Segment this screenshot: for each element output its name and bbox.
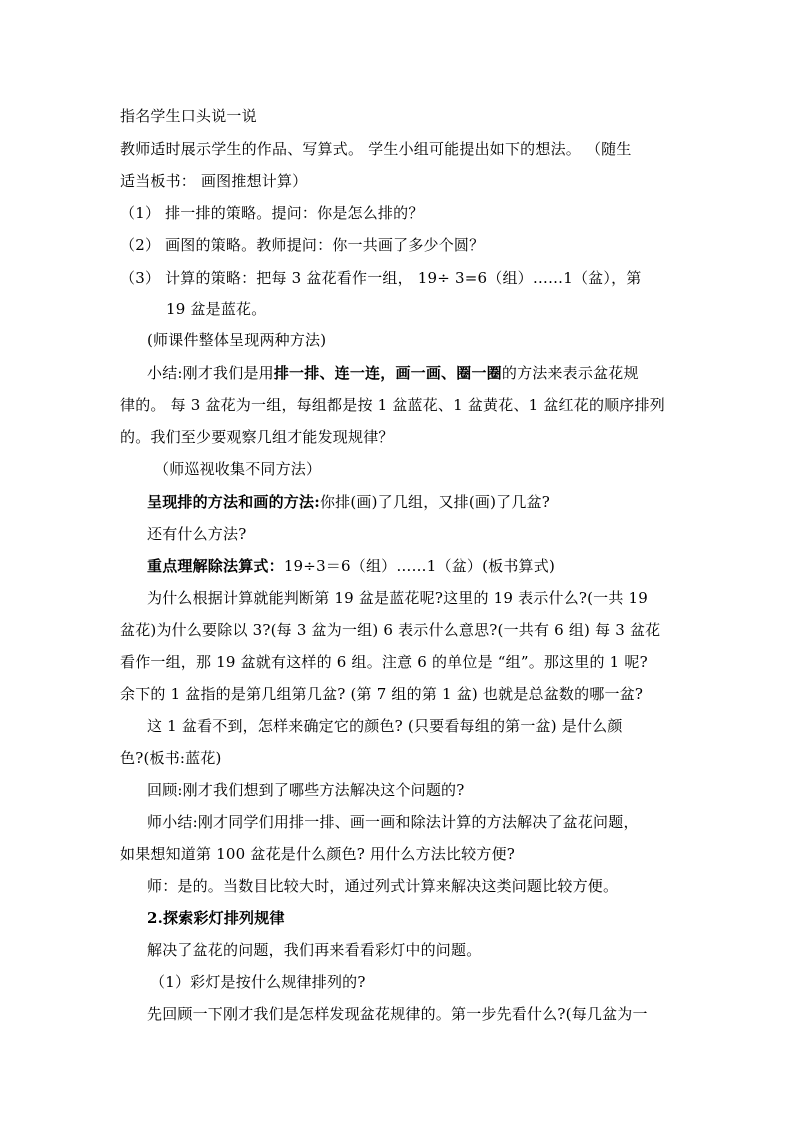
text-line-2: 教师适时展示学生的作品、写算式。 学生小组可能提出如下的想法。 （随生 [120,140,632,158]
teacher-conclusion: 师：是的。当数目比较大时，通过列式计算来解决这类问题比较方便。 [147,877,619,895]
summary-paragraph-line-1 [147,361,639,385]
present-methods-line [147,490,550,514]
strategy-item-1: （1） 排一排的策略。提问：你是怎么排的？ [120,204,424,222]
text-line-1: 指名学生口头说一说 [120,107,257,125]
strategy-item-3: （3） 计算的策略：把每 3 盆花看作一组， 19÷ 3=6（组）……1（盆），第 [120,269,642,287]
section-heading-lantern: 2.探索彩灯排列规律 [147,909,285,927]
summary-label: 小结:刚才我们是用 [147,364,274,382]
lantern-review-line: 先回顾一下刚才我们是怎样发现盆花规律的。第一步先看什么?(每几盆为一 [147,1005,648,1023]
explanation-line-3: 看作一组，那 19 盆就有这样的 6 组。注意 6 的单位是 “组”。那这里的 1 呢? [120,653,648,671]
color-question-line-1: 这 1 盆看不到，怎样来确定它的颜色? (只要看每组的第一盆) 是什么颜 [147,717,623,735]
lantern-intro: 解决了盆花的问题，我们再来看看彩灯中的问题。 [147,941,482,959]
division-formula-heading: 重点理解除法算式： [147,557,284,575]
strategy-item-3-continued: 19 盆是蓝花。 [166,300,267,318]
teacher-summary-line-1: 师小结:刚才同学们用排一排、画一画和除法计算的方法解决了盆花问题， [147,813,639,831]
review-question: 回顾:刚才我们想到了哪些方法解决这个问题的? [147,781,465,799]
other-methods-question: 还有什么方法? [147,525,247,543]
color-question-line-2: 色?(板书:蓝花) [120,749,222,767]
teacher-summary-line-2: 如果想知道第 100 盆花是什么颜色? 用什么方法比较方便? [120,845,516,863]
explanation-line-1: 为什么根据计算就能判断第 19 盆是蓝花呢?这里的 19 表示什么?(一共 19 [147,589,649,607]
summary-paragraph-line-3: 的。我们至少要观察几组才能发现规律？ [120,428,394,446]
summary-methods-bold: 排一排、连一连，画一画、圈一圈 [273,364,502,382]
present-methods-heading: 呈现排的方法和画的方法: [147,493,320,511]
lantern-question-1: （1）彩灯是按什么规律排列的? [150,973,366,991]
text-line-3: 适当板书： 画图推想计算） [120,172,308,190]
explanation-line-2: 盆花)为什么要除以 3?(每 3 盆为一组) 6 表示什么意思?(一共有 6 组) 每 3 盆花 [120,621,661,639]
present-methods-question: 你排(画)了几组，又排(画)了几盆? [319,493,551,511]
division-formula-text: 19÷3＝6（组）……1（盆）(板书算式) [283,557,556,575]
teacher-note-collect-methods: （师巡视收集不同方法） [154,460,322,478]
strategy-item-2: （2） 画图的策略。教师提问：你一共画了多少个圆？ [120,236,485,254]
summary-paragraph-line-2: 律的。 每 3 盆花为一组，每组都是按 1 盆蓝花、1 盆黄花、1 盆红花的顺序排列 [120,396,665,414]
summary-tail: 的方法来表示盆花规 [501,364,639,382]
division-formula-line [147,554,555,578]
explanation-line-4: 余下的 1 盆指的是第几组第几盆? (第 7 组的第 1 盆) 也就是总盆数的哪一盆? [120,685,644,703]
teacher-note-two-methods: (师课件整体呈现两种方法) [147,331,327,349]
